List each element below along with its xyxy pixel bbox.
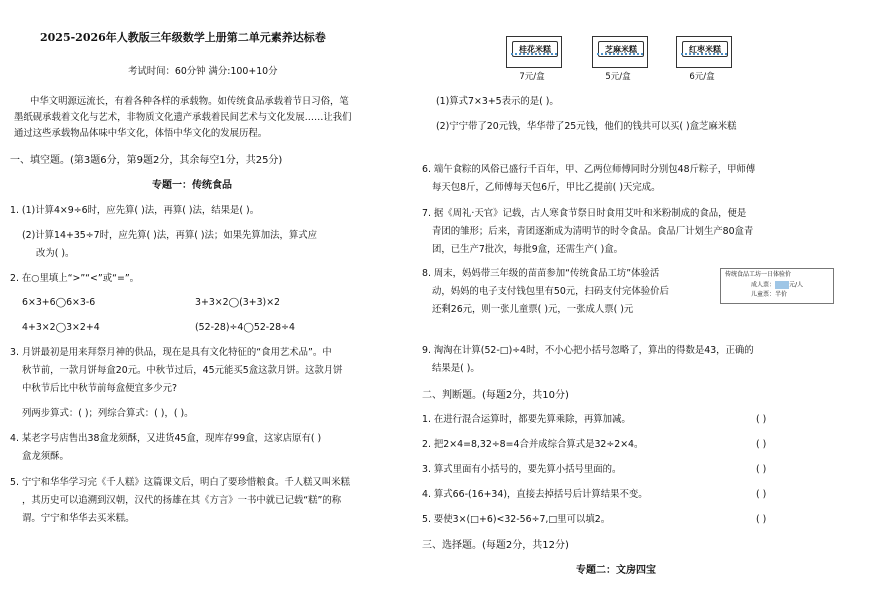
question-3-answer: 列两步算式：( )；列综合算式：( )，( )。	[22, 408, 194, 419]
question-1b-line1: (2)计算14+35÷7时，应先算( )法，再算( )法；如果先算加法，算式应	[22, 230, 318, 241]
question-3-line2: 秋节前，一款月饼每盒20元。中秋节过后，45元能买5盒这款月饼。这款月饼	[22, 365, 343, 376]
question-7-line2: 青团的雏形；后来，青团逐渐成为清明节的时令食品。食品厂计划生产80盒青	[432, 226, 754, 237]
question-5-line3: 谓。宁宁和华华去买米糕。	[22, 513, 135, 524]
question-5-line1: 5. 宁宁和华华学习完《千人糕》这篇课文后，明白了要珍惜粮食。千人糕又叫米糕	[10, 477, 351, 488]
question-1a: 1. (1)计算4×9÷6时，应先算( )法，再算( )法，结果是( )。	[10, 205, 260, 216]
cake-price: 6元/盒	[689, 72, 715, 82]
ticket-adult-label: 成人票：	[751, 281, 776, 289]
judge-5: 5. 要使3×(□+6)<32-56÷7,□里可以填2。	[422, 514, 611, 525]
topic-traditional-food: 专题一：传统食品	[152, 180, 232, 191]
question-5-sub1: (1)算式7×3+5表示的是( )。	[436, 96, 559, 107]
intro-line-3: 通过这些承载物品体味中华文化，体悟中华文化的发展历程。	[14, 128, 268, 139]
judge-1: 1. 在进行混合运算时，都要先算乘除，再算加减。	[422, 414, 631, 425]
compare-item-2: 3+3×2◯(3+3)×2	[195, 297, 281, 308]
question-5-sub2: (2)宁宁带了20元钱，华华带了25元钱，他们的钱共可以买( )盒芝麻米糕	[436, 121, 737, 132]
section-judge: 二、判断题。(每题2分，共10分)	[422, 390, 569, 401]
question-9-line1: 9. 淘淘在计算(52-□)÷4时，不小心把小括号忽略了，算出的得数是43，正确的	[422, 345, 754, 356]
question-6-line2: 每天包8斤，乙师傅每天包6斤，甲比乙提前( )天完成。	[432, 182, 661, 193]
judge-4-answer[interactable]: ( )	[756, 489, 767, 500]
cake-box-label: 芝麻米糕	[598, 41, 644, 57]
cake-box-jujube	[676, 36, 732, 68]
judge-2-answer[interactable]: ( )	[756, 439, 767, 450]
question-2: 2. 在○里填上“>”“<”或“=”。	[10, 273, 140, 284]
question-5-line2: ，其历史可以追溯到汉朝，汉代的扬雄在其《方言》一书中就已记载“糕”的称	[22, 495, 342, 506]
compare-item-4: (52-28)÷4◯52-28÷4	[195, 322, 295, 333]
question-8-line1: 8. 周末，妈妈带三年级的苗苗参加“传统食品工坊”体验活	[422, 268, 660, 279]
cake-price: 7元/盒	[519, 72, 545, 82]
price-blank	[775, 281, 789, 289]
cake-box-sesame	[592, 36, 648, 68]
intro-line-1: 中华文明源远流长，有着各种各样的承载物。如传统食品承载着节日习俗，笔	[30, 96, 349, 107]
section-fill-blank: 一、填空题。(第3题6分，第9题2分，其余每空1分，共25分)	[10, 155, 283, 166]
ticket-title: 传统食品工坊一日体验价	[725, 271, 792, 278]
question-3-line3: 中秋节后比中秋节前每盒便宜多少元?	[22, 383, 177, 394]
topic-four-treasures: 专题二：文房四宝	[576, 565, 656, 576]
compare-item-1: 6×3+6◯6×3-6	[22, 297, 96, 308]
price-ticket	[720, 268, 834, 304]
judge-3-answer[interactable]: ( )	[756, 464, 767, 475]
question-9-line2: 结果是( )。	[432, 363, 480, 374]
intro-line-2: 墨纸砚承载着文化与艺术，非物质文化遗产承载着民间艺术与文化发展……让我们	[14, 112, 352, 123]
question-8-line3: 还剩26元，则一张儿童票( )元，一张成人票( )元	[432, 304, 634, 315]
question-4-line2: 盒龙须酥。	[22, 451, 69, 462]
question-8-line2: 动，妈妈的电子支付钱包里有50元，扫码支付完体验价后	[432, 286, 669, 297]
question-3-line1: 3. 月饼最初是用来拜祭月神的供品，现在是具有文化特征的“食用艺术品”。中	[10, 347, 332, 358]
ticket-adult-unit: 元/人	[789, 281, 804, 289]
cake-box-label: 桂花米糕	[512, 41, 558, 57]
judge-2: 2. 把2×4=8,32÷8=4合并成综合算式是32÷2×4。	[422, 439, 644, 450]
question-4-line1: 4. 某老字号店售出38盒龙须酥，又进货45盒，现库存99盒，这家店原有( )	[10, 433, 322, 444]
judge-1-answer[interactable]: ( )	[756, 414, 767, 425]
judge-5-answer[interactable]: ( )	[756, 514, 767, 525]
cake-price: 5元/盒	[605, 72, 631, 82]
question-1b-line2: 改为( )。	[36, 248, 75, 259]
question-7-line3: 团，已生产7批次，每批9盒，还需生产( )盒。	[432, 244, 623, 255]
exam-info: 考试时间：60分钟 满分:100+10分	[128, 66, 278, 77]
exam-title: 2025-2026年人教版三年级数学上册第二单元素养达标卷	[40, 31, 326, 44]
section-choice: 三、选择题。(每题2分，共12分)	[422, 540, 569, 551]
compare-item-3: 4+3×2◯3×2+4	[22, 322, 100, 333]
cake-box-label: 红枣米糕	[682, 41, 728, 57]
cake-box-osmanthus	[506, 36, 562, 68]
question-7-line1: 7. 据《周礼·天官》记载，古人寒食节祭日时食用艾叶和米粉制成的食品，便是	[422, 208, 747, 219]
ticket-child: 儿童票：半价	[751, 291, 788, 298]
judge-4: 4. 算式66-(16+34)，直接去掉括号后计算结果不变。	[422, 489, 648, 500]
judge-3: 3. 算式里面有小括号的，要先算小括号里面的。	[422, 464, 622, 475]
question-6-line1: 6. 端午食粽的风俗已盛行千百年，甲、乙两位师傅同时分别包48斤粽子，甲师傅	[422, 164, 756, 175]
